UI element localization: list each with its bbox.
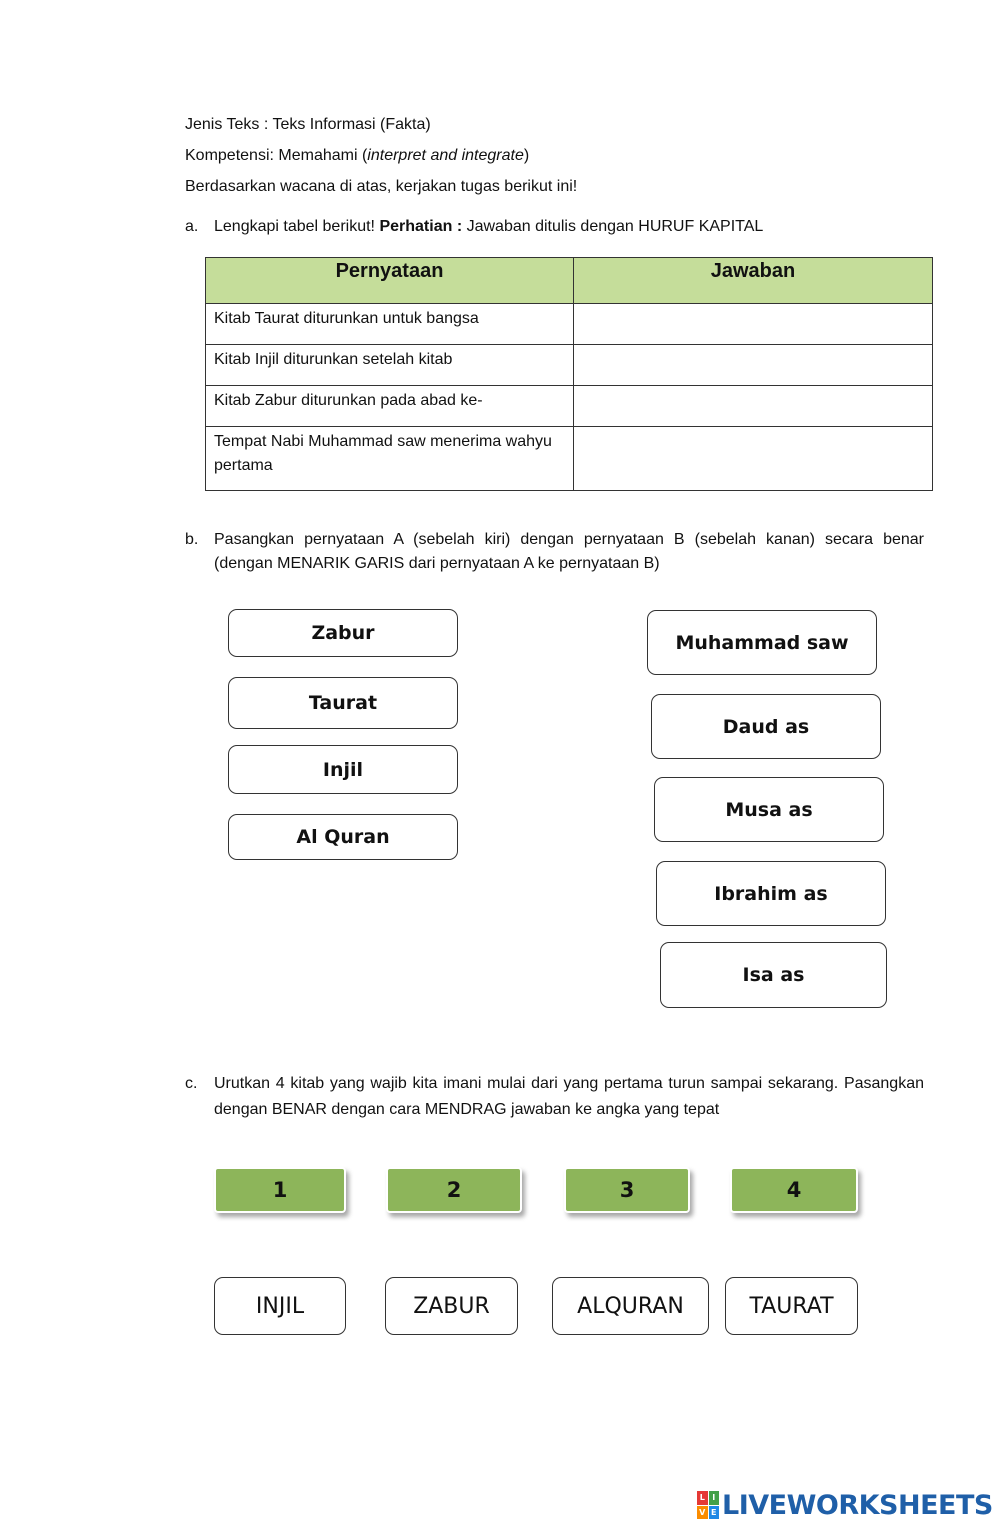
section-b-text: Pasangkan pernyataan A (sebelah kiri) dengan pernyataan B (sebelah kanan) secara benar (dengan MENARIK GARIS dari pernyataan A ke pernyataan B) [214,531,924,572]
logo-icon [697,1491,719,1519]
statement-cell: Kitab Taurat diturunkan untuk bangsa [206,304,574,345]
match-left-injil[interactable]: Injil [228,745,458,794]
logo-letter: L [697,1491,708,1505]
kompetensi-suffix: ) [523,147,530,164]
match-left-zabur[interactable]: Zabur [228,609,458,657]
match-right-ibrahim[interactable]: Ibrahim as [656,861,886,926]
kompetensi-italic: interpret and integrate [367,147,524,164]
table-row [206,304,933,345]
answer-cell[interactable] [574,386,933,427]
answer-cell[interactable] [574,427,933,491]
section-a-instruction [185,215,924,239]
header-jawaban: Jawaban [574,258,933,304]
match-right-muhammad[interactable]: Muhammad saw [647,610,877,675]
drag-option-zabur[interactable]: ZABUR [385,1277,518,1335]
section-a-marker: a. [185,218,199,235]
statement-cell: Kitab Zabur diturunkan pada abad ke- [206,386,574,427]
drag-option-injil[interactable]: INJIL [214,1277,346,1335]
kompetensi [185,146,529,166]
match-right-daud[interactable]: Daud as [651,694,881,759]
section-a-text: Lengkapi tabel berikut! [214,218,380,235]
answer-table [205,257,933,491]
match-right-isa[interactable]: Isa as [660,942,887,1008]
section-c-text: Urutkan 4 kitab yang wajib kita imani mulai dari yang pertama turun sampai sekarang. Pasangkan dengan BENAR dengan cara MENDRAG jawaban ke angka yang tepat [214,1075,924,1118]
table-row [206,386,933,427]
table-row [206,427,933,491]
drop-target-3[interactable]: 3 [564,1167,690,1213]
drop-target-2[interactable]: 2 [386,1167,522,1213]
logo-letter: E [709,1506,720,1520]
liveworksheets-logo [697,1488,993,1522]
section-b-marker: b. [185,531,199,548]
jenis-teks: Jenis Teks : Teks Informasi (Fakta) [185,116,431,133]
drop-target-4[interactable]: 4 [730,1167,858,1213]
match-right-musa[interactable]: Musa as [654,777,884,842]
kompetensi-prefix: Kompetensi: Memahami ( [185,147,368,164]
logo-letter: I [709,1491,720,1505]
section-a-text-after: Jawaban ditulis dengan HURUF KAPITAL [462,218,764,235]
statement-cell: Kitab Injil diturunkan setelah kitab [206,345,574,386]
drop-target-1[interactable]: 1 [214,1167,346,1213]
table-header-row [206,258,933,304]
logo-letter: V [697,1506,708,1520]
section-b-instruction [185,528,924,576]
table-row [206,345,933,386]
logo-text: LIVEWORKSHEETS [722,1489,993,1521]
answer-cell[interactable] [574,304,933,345]
answer-cell[interactable] [574,345,933,386]
match-left-taurat[interactable]: Taurat [228,677,458,729]
section-a-bold: Perhatian : [379,218,463,235]
header-pernyataan: Pernyataan [206,258,574,304]
section-c-marker: c. [185,1075,198,1092]
statement-cell: Tempat Nabi Muhammad saw menerima wahyu pertama [206,427,574,491]
drag-option-taurat[interactable]: TAURAT [725,1277,858,1335]
instruction: Berdasarkan wacana di atas, kerjakan tugas berikut ini! [185,178,578,195]
drag-option-alquran[interactable]: ALQURAN [552,1277,709,1335]
match-left-alquran[interactable]: Al Quran [228,814,458,860]
section-c-instruction [185,1071,924,1123]
